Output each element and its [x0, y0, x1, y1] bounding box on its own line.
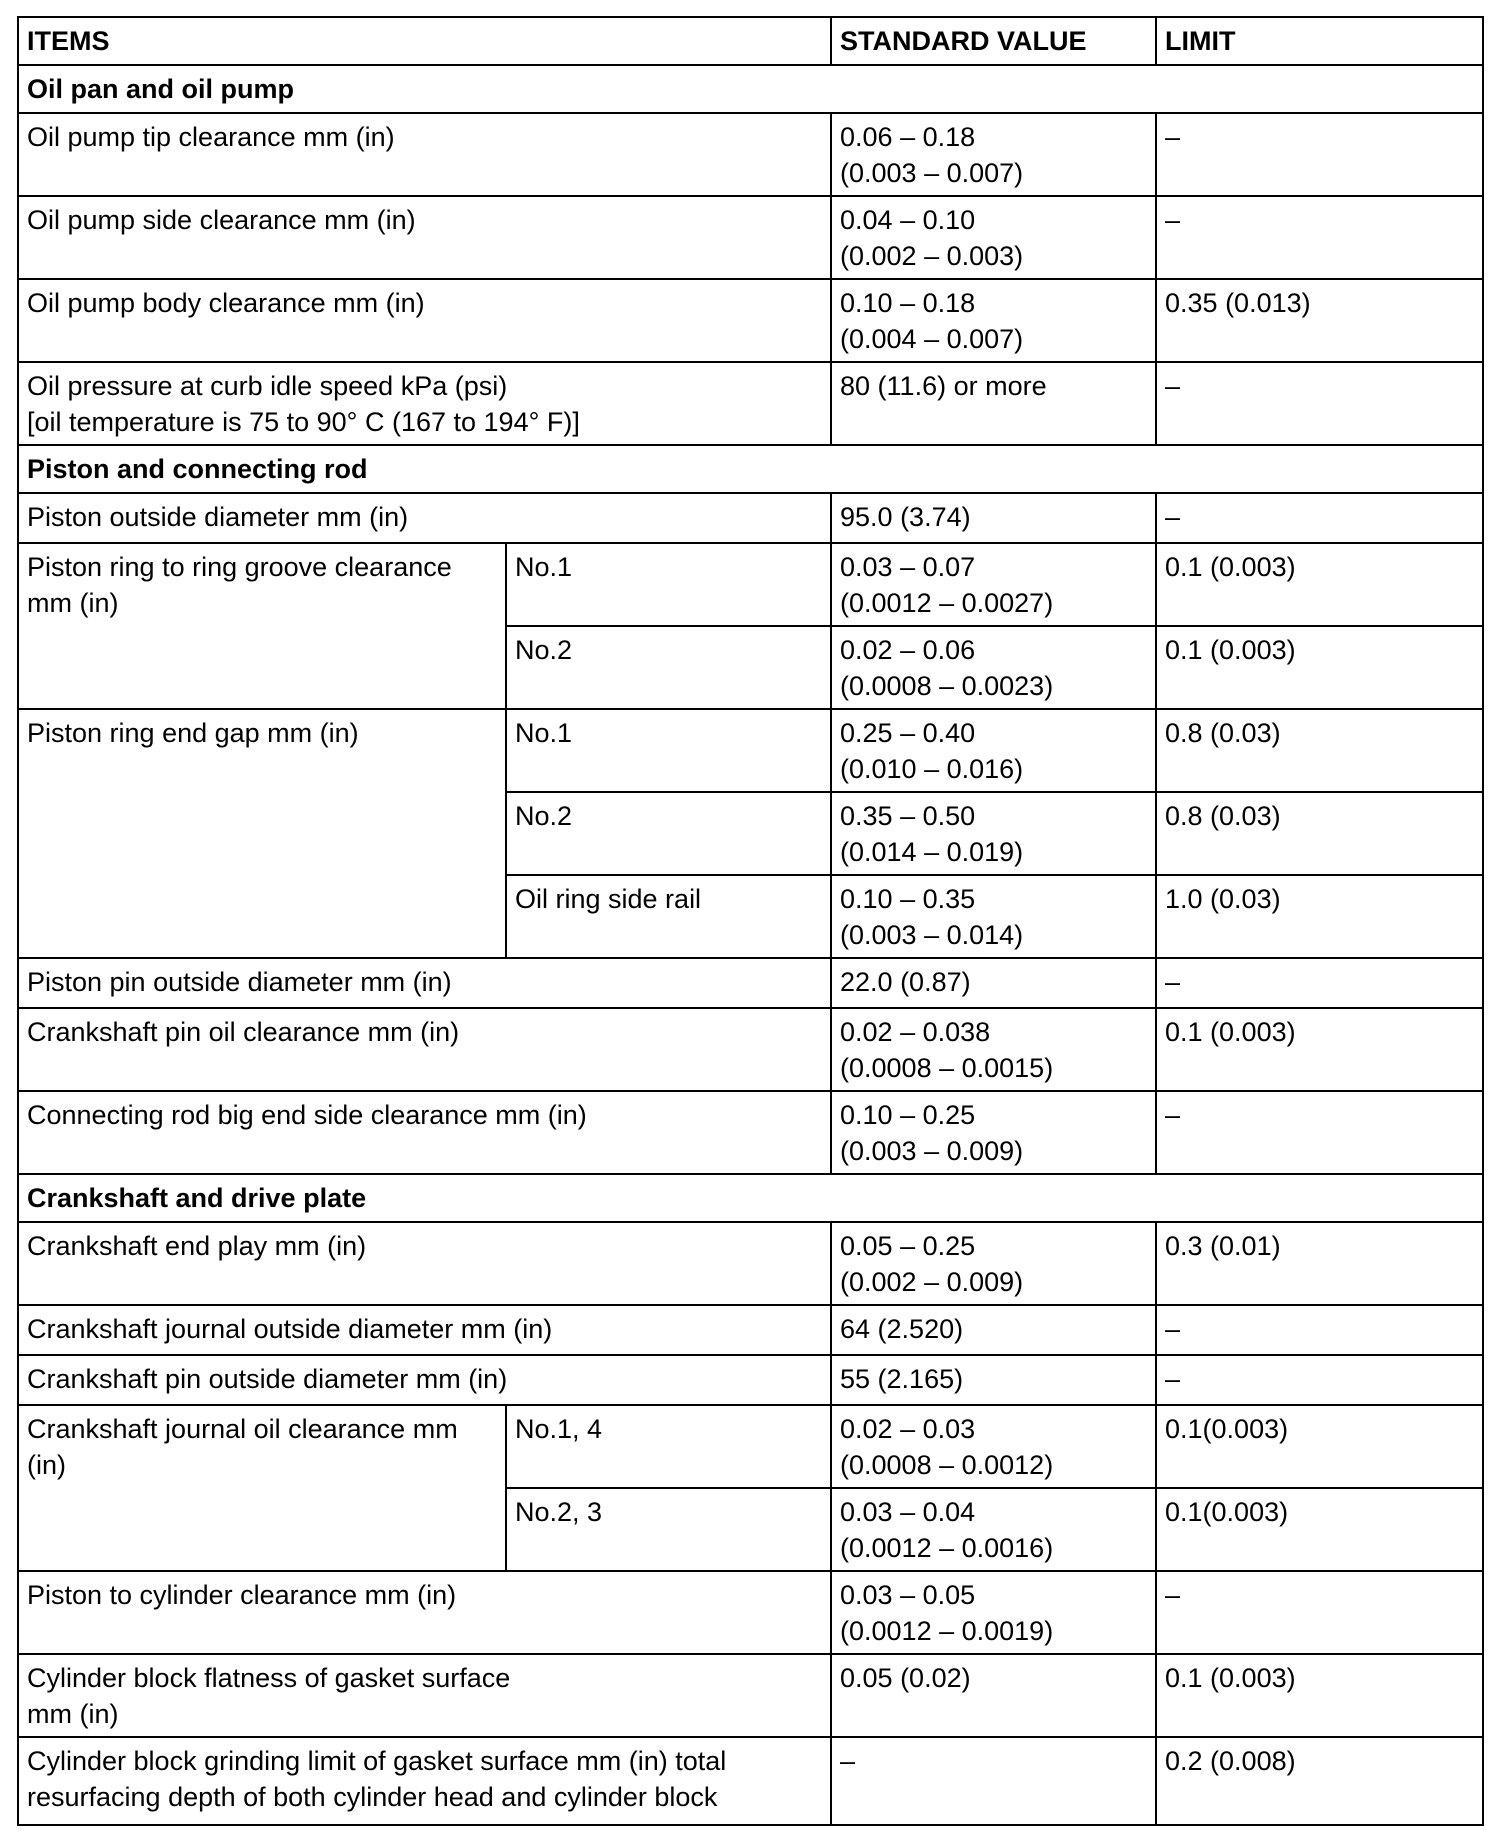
- standard-value-cell: 55 (2.165): [831, 1355, 1156, 1405]
- table-row: [18, 1008, 1483, 1091]
- item-cell: Piston ring end gap mm (in): [18, 709, 506, 958]
- item-cell: Piston pin outside diameter mm (in): [18, 958, 831, 1008]
- item-cell: Connecting rod big end side clearance mm (in): [18, 1091, 831, 1174]
- table-row: [18, 113, 1483, 196]
- table-row: [18, 493, 1483, 543]
- table-header-row: [18, 17, 1483, 65]
- item-cell: Oil pump side clearance mm (in): [18, 196, 831, 279]
- item-cell: Cylinder block flatness of gasket surface mm (in): [18, 1654, 831, 1737]
- standard-value-cell: 0.03 – 0.07 (0.0012 – 0.0027): [831, 543, 1156, 626]
- standard-value-cell: 80 (11.6) or more: [831, 362, 1156, 445]
- standard-value-cell: 0.35 – 0.50 (0.014 – 0.019): [831, 792, 1156, 875]
- standard-value-cell: 0.25 – 0.40 (0.010 – 0.016): [831, 709, 1156, 792]
- item-cell: Piston ring to ring groove clearance mm (in): [18, 543, 506, 709]
- sub-item-cell: No.1: [506, 543, 831, 626]
- item-cell: Oil pump tip clearance mm (in): [18, 113, 831, 196]
- limit-cell: –: [1156, 1355, 1483, 1405]
- standard-value-cell: 0.05 (0.02): [831, 1654, 1156, 1737]
- limit-cell: 0.1(0.003): [1156, 1488, 1483, 1571]
- standard-value-cell: 0.04 – 0.10 (0.002 – 0.003): [831, 196, 1156, 279]
- section-title: Piston and connecting rod: [18, 445, 1483, 493]
- table-row: [18, 1654, 1483, 1737]
- table-row: [18, 1355, 1483, 1405]
- header-limit: LIMIT: [1156, 17, 1483, 65]
- standard-value-cell: 0.02 – 0.06 (0.0008 – 0.0023): [831, 626, 1156, 709]
- header-standard-value: STANDARD VALUE: [831, 17, 1156, 65]
- table-row: [18, 958, 1483, 1008]
- item-cell: Crankshaft journal oil clearance mm (in): [18, 1405, 506, 1571]
- standard-value-cell: 0.03 – 0.04 (0.0012 – 0.0016): [831, 1488, 1156, 1571]
- limit-cell: –: [1156, 1571, 1483, 1654]
- standard-value-cell: 0.06 – 0.18 (0.003 – 0.007): [831, 113, 1156, 196]
- limit-cell: –: [1156, 958, 1483, 1008]
- limit-cell: –: [1156, 1091, 1483, 1174]
- limit-cell: 0.1 (0.003): [1156, 1008, 1483, 1091]
- table-row: [18, 196, 1483, 279]
- limit-cell: 0.35 (0.013): [1156, 279, 1483, 362]
- limit-cell: 0.8 (0.03): [1156, 709, 1483, 792]
- section-row: [18, 65, 1483, 113]
- standard-value-cell: 0.10 – 0.25 (0.003 – 0.009): [831, 1091, 1156, 1174]
- standard-value-cell: 64 (2.520): [831, 1305, 1156, 1355]
- limit-cell: –: [1156, 196, 1483, 279]
- table-row: [18, 1405, 1483, 1488]
- table-row: [18, 709, 1483, 792]
- limit-cell: 0.2 (0.008): [1156, 1737, 1483, 1825]
- sub-item-cell: No.2: [506, 792, 831, 875]
- item-cell: Oil pump body clearance mm (in): [18, 279, 831, 362]
- standard-value-cell: 0.05 – 0.25 (0.002 – 0.009): [831, 1222, 1156, 1305]
- limit-cell: 0.1 (0.003): [1156, 1654, 1483, 1737]
- item-cell: Cylinder block grinding limit of gasket surface mm (in) total resurfacing depth of both cylinder head and cylinder block: [18, 1737, 831, 1825]
- limit-cell: 0.1 (0.003): [1156, 626, 1483, 709]
- limit-cell: –: [1156, 362, 1483, 445]
- sub-item-cell: No.2: [506, 626, 831, 709]
- table-row: [18, 1305, 1483, 1355]
- standard-value-cell: 0.10 – 0.35 (0.003 – 0.014): [831, 875, 1156, 958]
- limit-cell: 0.8 (0.03): [1156, 792, 1483, 875]
- table-row: [18, 543, 1483, 626]
- sub-item-cell: Oil ring side rail: [506, 875, 831, 958]
- limit-cell: 0.3 (0.01): [1156, 1222, 1483, 1305]
- standard-value-cell: –: [831, 1737, 1156, 1825]
- table-row: [18, 362, 1483, 445]
- item-cell: Piston outside diameter mm (in): [18, 493, 831, 543]
- item-cell: Oil pressure at curb idle speed kPa (psi) [oil temperature is 75 to 90° C (167 to 194° F)]: [18, 362, 831, 445]
- sub-item-cell: No.1, 4: [506, 1405, 831, 1488]
- table-row: [18, 279, 1483, 362]
- limit-cell: 0.1 (0.003): [1156, 543, 1483, 626]
- standard-value-cell: 0.02 – 0.038 (0.0008 – 0.0015): [831, 1008, 1156, 1091]
- item-cell: Crankshaft journal outside diameter mm (in): [18, 1305, 831, 1355]
- table-row: [18, 1091, 1483, 1174]
- standard-value-cell: 0.10 – 0.18 (0.004 – 0.007): [831, 279, 1156, 362]
- section-row: [18, 1174, 1483, 1222]
- table-row: [18, 1737, 1483, 1825]
- header-items: ITEMS: [18, 17, 831, 65]
- standard-value-cell: 0.03 – 0.05 (0.0012 – 0.0019): [831, 1571, 1156, 1654]
- sub-item-cell: No.2, 3: [506, 1488, 831, 1571]
- item-cell: Piston to cylinder clearance mm (in): [18, 1571, 831, 1654]
- limit-cell: –: [1156, 1305, 1483, 1355]
- sub-item-cell: No.1: [506, 709, 831, 792]
- section-title: Crankshaft and drive plate: [18, 1174, 1483, 1222]
- standard-value-cell: 22.0 (0.87): [831, 958, 1156, 1008]
- item-cell: Crankshaft pin outside diameter mm (in): [18, 1355, 831, 1405]
- table-row: [18, 1222, 1483, 1305]
- item-cell: Crankshaft pin oil clearance mm (in): [18, 1008, 831, 1091]
- limit-cell: –: [1156, 493, 1483, 543]
- limit-cell: –: [1156, 113, 1483, 196]
- table-row: [18, 1571, 1483, 1654]
- standard-value-cell: 95.0 (3.74): [831, 493, 1156, 543]
- limit-cell: 0.1(0.003): [1156, 1405, 1483, 1488]
- section-row: [18, 445, 1483, 493]
- spec-table: [17, 16, 1484, 1826]
- item-cell: Crankshaft end play mm (in): [18, 1222, 831, 1305]
- section-title: Oil pan and oil pump: [18, 65, 1483, 113]
- limit-cell: 1.0 (0.03): [1156, 875, 1483, 958]
- standard-value-cell: 0.02 – 0.03 (0.0008 – 0.0012): [831, 1405, 1156, 1488]
